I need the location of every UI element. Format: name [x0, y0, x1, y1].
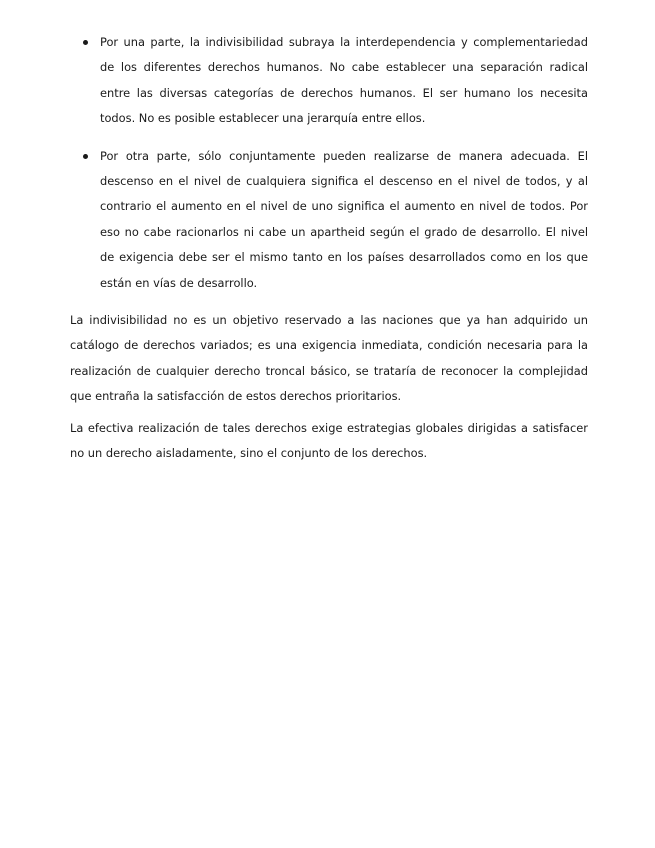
- paragraph: La indivisibilidad no es un objetivo reservado a las naciones que ya han adquirido un catálogo de derechos variados; es una exigencia inmediata, condición necesaria para la realización de cualquier derecho troncal básico, se trataría de reconocer la complejidad que entraña la satisfacción de estos derechos prioritarios.: [70, 313, 588, 404]
- bullet-list: [70, 30, 588, 296]
- bullet-item: [70, 144, 588, 296]
- bullet-item: [70, 30, 588, 132]
- bullet-text: Por otra parte, sólo conjuntamente pueden realizarse de manera adecuada. El descenso en el nivel de cualquiera significa el descenso en el nivel de todos, y al contrario el aumento en el nivel de uno significa el aumento en nivel de todos. Por eso no cabe racionarlos ni cabe un apartheid según el grado de desarrollo. El nivel de exigencia debe ser el mismo tanto en los países desarrollados como en los que están en vías de desarrollo.: [100, 148, 588, 290]
- document-body: [70, 30, 588, 473]
- bullet-icon: [83, 40, 88, 45]
- bullet-text: Por una parte, la indivisibilidad subraya la interdependencia y complementariedad de los diferentes derechos humanos. No cabe establecer una separación radical entre las diversas categorías de derechos humanos. El ser humano los necesita todos. No es posible establecer una jerarquía entre ellos.: [100, 35, 588, 126]
- bullet-icon: [83, 154, 88, 159]
- paragraph: La efectiva realización de tales derechos exige estrategias globales dirigidas a satisfacer no un derecho aisladamente, sino el conjunto de los derechos.: [70, 420, 588, 461]
